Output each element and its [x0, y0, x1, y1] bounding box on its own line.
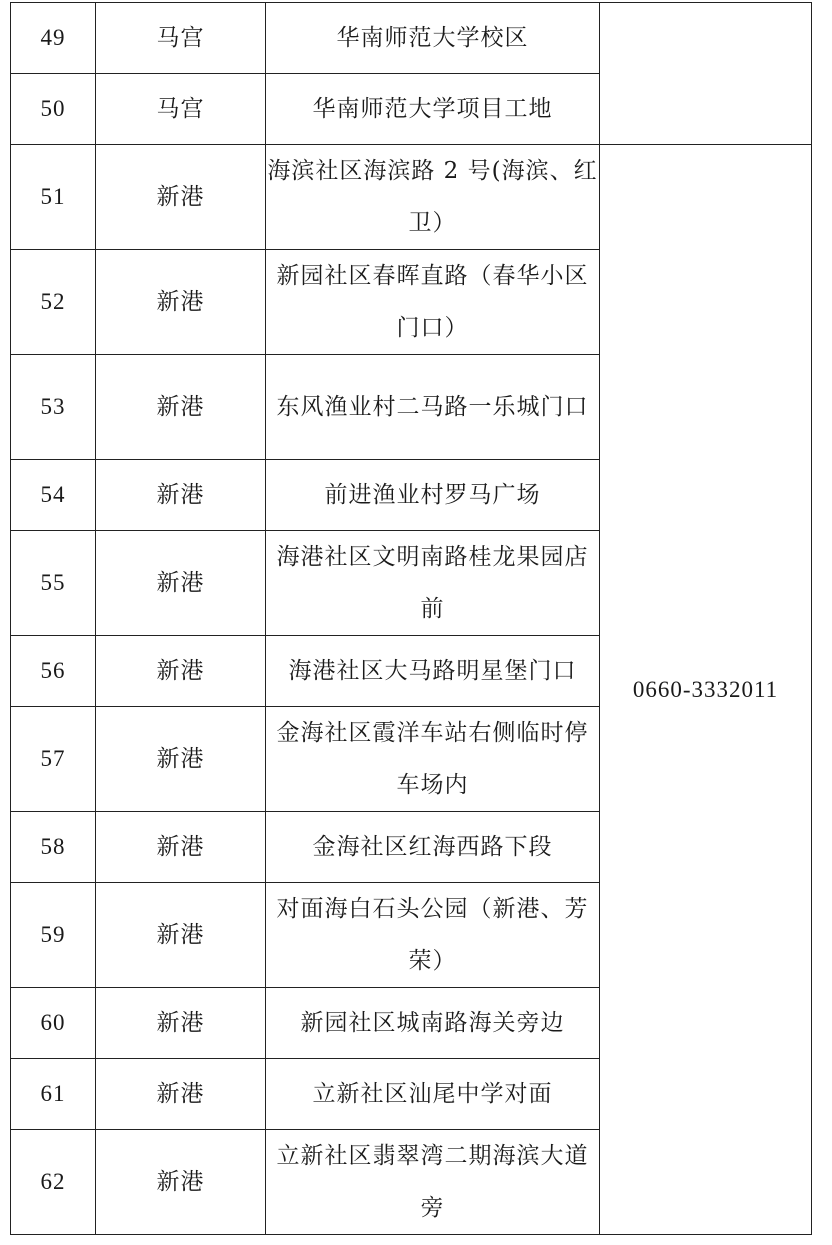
location-cell: 前进渔业村罗马广场 [266, 460, 600, 531]
table-row [11, 145, 812, 250]
location-cell: 对面海白石头公园（新港、芳荣） [266, 883, 600, 988]
location-cell: 金海社区红海西路下段 [266, 812, 600, 883]
location-cell: 华南师范大学校区 [266, 3, 600, 74]
town-cell: 新港 [96, 1130, 266, 1235]
town-cell: 新港 [96, 355, 266, 460]
row-number: 62 [11, 1130, 96, 1235]
town-cell: 新港 [96, 812, 266, 883]
row-number: 58 [11, 812, 96, 883]
row-number: 56 [11, 636, 96, 707]
town-cell: 马宫 [96, 74, 266, 145]
location-cell: 新园社区城南路海关旁边 [266, 988, 600, 1059]
row-number: 57 [11, 707, 96, 812]
town-cell: 新港 [96, 883, 266, 988]
town-cell: 新港 [96, 707, 266, 812]
row-number: 61 [11, 1059, 96, 1130]
town-cell: 新港 [96, 145, 266, 250]
town-cell: 马宫 [96, 3, 266, 74]
location-cell: 立新社区汕尾中学对面 [266, 1059, 600, 1130]
town-cell: 新港 [96, 460, 266, 531]
row-number: 55 [11, 531, 96, 636]
row-number: 50 [11, 74, 96, 145]
location-cell: 海港社区大马路明星堡门口 [266, 636, 600, 707]
row-number: 60 [11, 988, 96, 1059]
phone-cell-xingang: 0660-3332011 [600, 145, 812, 1235]
row-number: 53 [11, 355, 96, 460]
location-cell: 海港社区文明南路桂龙果园店前 [266, 531, 600, 636]
row-number: 52 [11, 250, 96, 355]
location-cell: 立新社区翡翠湾二期海滨大道旁 [266, 1130, 600, 1235]
town-cell: 新港 [96, 636, 266, 707]
location-cell: 金海社区霞洋车站右侧临时停车场内 [266, 707, 600, 812]
town-cell: 新港 [96, 250, 266, 355]
row-number: 54 [11, 460, 96, 531]
testing-sites-table [10, 2, 812, 1235]
row-number: 59 [11, 883, 96, 988]
row-number: 51 [11, 145, 96, 250]
location-cell: 东风渔业村二马路一乐城门口 [266, 355, 600, 460]
location-cell: 新园社区春晖直路（春华小区门口） [266, 250, 600, 355]
table-row [11, 3, 812, 74]
phone-cell-magong [600, 3, 812, 145]
town-cell: 新港 [96, 988, 266, 1059]
town-cell: 新港 [96, 1059, 266, 1130]
location-cell: 海滨社区海滨路 2 号(海滨、红卫） [266, 145, 600, 250]
town-cell: 新港 [96, 531, 266, 636]
row-number: 49 [11, 3, 96, 74]
location-cell: 华南师范大学项目工地 [266, 74, 600, 145]
